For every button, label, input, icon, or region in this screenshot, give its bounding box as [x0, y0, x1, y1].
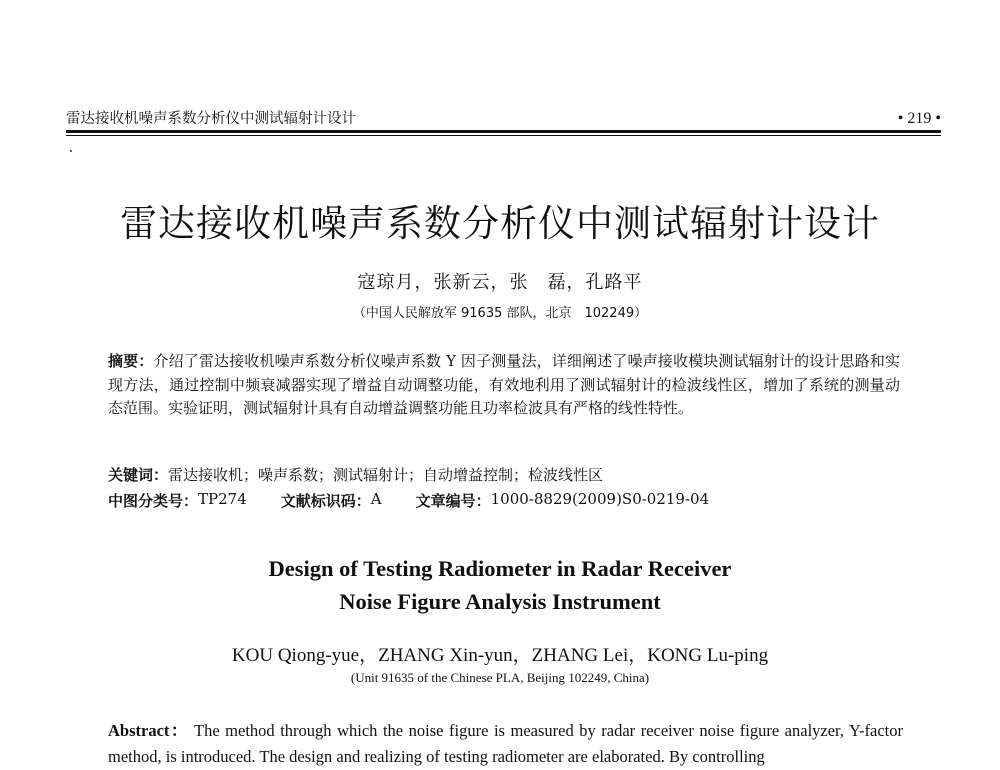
- title-english: [0, 552, 1000, 618]
- article-number-value: 1000-8829(2009)S0-0219-04: [490, 490, 710, 508]
- classification-line: [108, 490, 908, 511]
- title-chinese: 雷达接收机噪声系数分析仪中测试辐射计设计: [120, 202, 880, 245]
- affiliation-english: (Unit 91635 of the Chinese PLA, Beijing 102249, China): [350, 670, 650, 685]
- abstract-text-chinese: 介绍了雷达接收机噪声系数分析仪噪声系数 Y 因子测量法，详细阐述了噪声接收模块测试辐射计的设计思路和实现方法，通过控制中频衰减器实现了增益自动调整功能，有效地利用了测试辐射计的检波线性区，增加了系统的测量动态范围。实验证明，测试辐射计具有自动增益调整功能且功率检波具有严格的线性特性。: [108, 352, 900, 417]
- speck: [70, 150, 72, 152]
- authors-chinese: 寇琼月，张新云，张 磊，孔路平: [357, 272, 643, 293]
- doc-code-value: A: [370, 490, 382, 508]
- keywords-text: 雷达接收机；噪声系数；测试辐射计；自动增益控制；检波线性区: [168, 466, 604, 484]
- title-english-line1: Design of Testing Radiometer in Radar Receiver: [268, 556, 732, 581]
- abstract-label-english: Abstract：: [108, 721, 189, 740]
- clc-label: 中图分类号：: [108, 492, 199, 510]
- header-rule-thick: [66, 130, 941, 133]
- header-rule-thin: [66, 135, 941, 136]
- running-header: [66, 106, 941, 128]
- abstract-english: [108, 718, 903, 770]
- keywords-label: 关键词：: [108, 466, 169, 484]
- keywords-chinese: [108, 464, 908, 485]
- running-header-title: 雷达接收机噪声系数分析仪中测试辐射计设计: [66, 111, 356, 127]
- title-english-line2: Noise Figure Analysis Instrument: [339, 589, 661, 614]
- affiliation-chinese: （中国人民解放军 91635 部队，北京 102249）: [352, 306, 648, 321]
- abstract-text-english: The method through which the noise figure is measured by radar receiver noise figure analyzer, Y-factor method, is introduced. The design and realizing of testing radiometer are elaborated. By controlling: [108, 721, 903, 766]
- page-number: • 219 •: [897, 110, 941, 127]
- authors-english: KOU Qiong-yue，ZHANG Xin-yun，ZHANG Lei，KONG Lu-ping: [231, 645, 769, 666]
- abstract-chinese: [108, 350, 900, 421]
- abstract-label-chinese: 摘要：: [108, 352, 154, 370]
- clc-value: TP274: [198, 490, 247, 508]
- article-number-label: 文章编号：: [415, 492, 491, 510]
- doc-code-label: 文献标识码：: [280, 492, 371, 510]
